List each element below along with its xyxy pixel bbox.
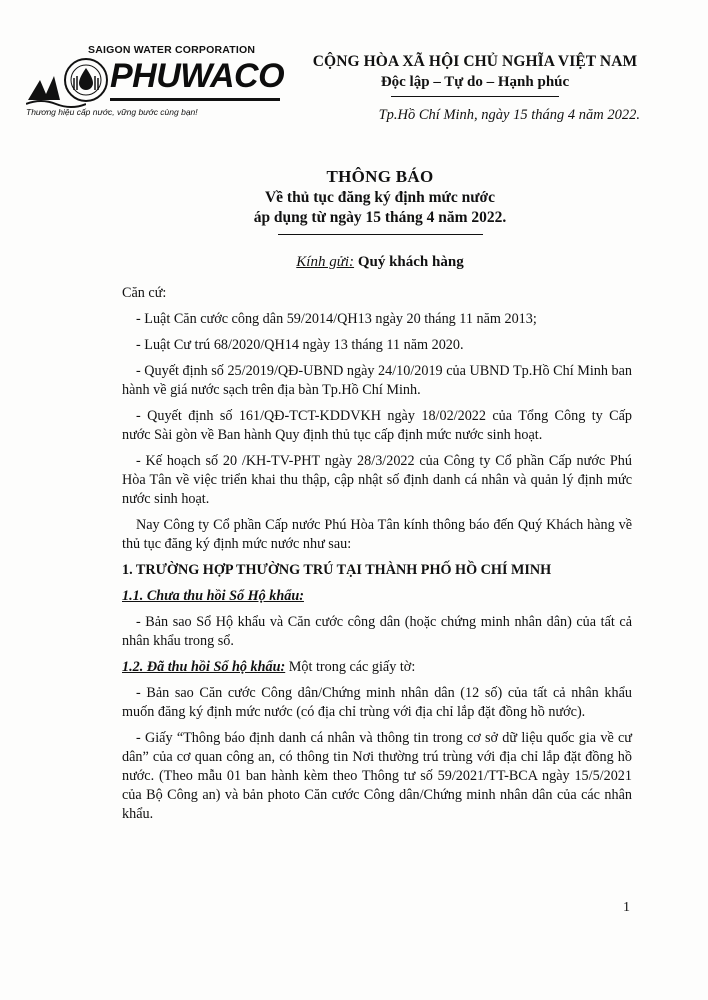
title-main: THÔNG BÁO bbox=[326, 167, 434, 186]
document-date: Tp.Hồ Chí Minh, ngày 15 tháng 4 năm 2022. bbox=[378, 107, 640, 123]
title-underline bbox=[278, 234, 483, 235]
title-subject-line-2: áp dụng từ ngày 15 tháng 4 năm 2022. bbox=[253, 209, 507, 226]
recipient-name: Quý khách hàng bbox=[357, 254, 464, 270]
nation-name: CỘNG HÒA XÃ HỘI CHỦ NGHĨA VIỆT NAM bbox=[312, 53, 638, 70]
logo-brand-name: PHUWACO bbox=[110, 57, 285, 95]
company-logo bbox=[26, 44, 316, 124]
basis-item-1: - Luật Căn cước công dân 59/2014/QH13 ngày 20 tháng 11 năm 2013; bbox=[136, 311, 537, 327]
national-heading bbox=[308, 52, 642, 97]
section-1-1-heading bbox=[122, 587, 632, 606]
section-1-2-label: 1.2. Đã thu hồi Sổ hộ khẩu: bbox=[122, 659, 286, 675]
document-body bbox=[122, 284, 632, 831]
notice-intro: Nay Công ty Cổ phần Cấp nước Phú Hòa Tân kính thông báo đến Quý Khách hàng về thủ tục đăng ký định mức nước như sau: bbox=[122, 517, 632, 552]
section-1-2-heading bbox=[122, 658, 632, 677]
logo-corporation-name: SAIGON WATER CORPORATION bbox=[88, 44, 256, 56]
section-1-1-label: 1.1. Chưa thu hồi Sổ Hộ khẩu: bbox=[122, 588, 304, 604]
recipient-line bbox=[90, 254, 670, 271]
section-1-1-text: - Bản sao Sổ Hộ khẩu và Căn cước công dân (hoặc chứng minh nhân dân) của tất cả nhân khẩu trong sổ. bbox=[122, 614, 632, 649]
logo-underline bbox=[110, 98, 280, 101]
basis-intro: Căn cứ: bbox=[122, 285, 167, 301]
water-drop-emblem-icon bbox=[62, 56, 110, 104]
recipient-label: Kính gửi: bbox=[296, 254, 355, 270]
motto-underline bbox=[391, 96, 559, 97]
title-subject-line-1: Về thủ tục đăng ký định mức nước bbox=[264, 189, 496, 206]
section-1-2-item-1: - Bản sao Căn cước Công dân/Chứng minh nhân dân (12 số) của tất cả nhân khẩu muốn đăng ký định mức nước (có địa chỉ trùng với địa chỉ lắp đặt đồng hồ nước). bbox=[122, 685, 632, 720]
basis-item-3: - Quyết định số 25/2019/QĐ-UBND ngày 24/10/2019 của UBND Tp.Hồ Chí Minh ban hành về giá nước sạch trên địa bàn Tp.Hồ Chí Minh. bbox=[122, 363, 632, 398]
basis-item-4: - Quyết định số 161/QĐ-TCT-KDDVKH ngày 18/02/2022 của Tổng Công ty Cấp nước Sài gòn về Ban hành Quy định thủ tục cấp định mức nước sinh hoạt. bbox=[122, 408, 632, 443]
nation-motto: Độc lập – Tự do – Hạnh phúc bbox=[380, 74, 570, 90]
basis-item-5: - Kế hoạch số 20 /KH-TV-PHT ngày 28/3/2022 của Công ty Cổ phần Cấp nước Phú Hòa Tân về việc triển khai thu thập, cập nhật số định danh cá nhân và quản lý định mức nước sinh hoạt. bbox=[122, 453, 632, 507]
document-title bbox=[90, 166, 670, 235]
logo-slogan: Thương hiệu cấp nước, vững bước cùng bạn! bbox=[26, 107, 198, 117]
section-1-2-item-2: - Giấy “Thông báo định danh cá nhân và thông tin trong cơ sở dữ liệu quốc gia về cư dân” của cơ quan công an, có thông tin Nơi thường trú trùng với địa chỉ lắp đặt đồng hồ nước. (Theo mẫu 01 ban hành kèm theo Thông tư số 59/2021/TT-BCA ngày 15/5/2021 của Bộ Công an) và bản photo Căn cước Công dân/Chứng minh nhân dân của các nhân khẩu. bbox=[122, 730, 632, 822]
page-number: 1 bbox=[623, 900, 630, 915]
section-1-heading: 1. TRƯỜNG HỢP THƯỜNG TRÚ TẠI THÀNH PHỐ HỒ CHÍ MINH bbox=[122, 562, 552, 578]
section-1-2-tail: Một trong các giấy tờ: bbox=[288, 659, 416, 675]
basis-item-2: - Luật Cư trú 68/2020/QH14 ngày 13 tháng 11 năm 2020. bbox=[136, 337, 464, 353]
